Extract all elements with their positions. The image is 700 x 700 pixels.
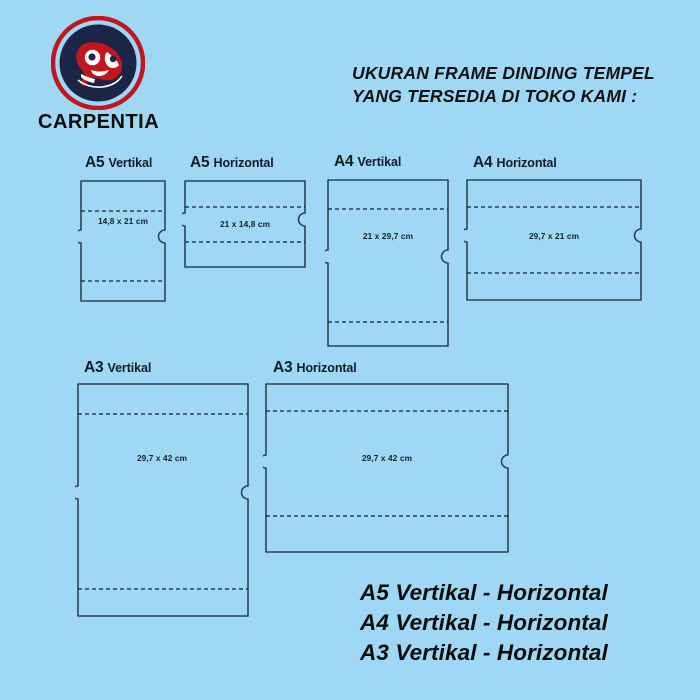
frame-outline-a3-vertikal <box>75 381 251 619</box>
figure-size-a4-vertikal: A4 <box>334 153 358 170</box>
available-sizes-list <box>360 578 660 668</box>
frame-outline-a3-horizontal <box>263 381 511 555</box>
figure-dimension-a5-horizontal: 21 x 14,8 cm <box>219 219 271 229</box>
brand-name: CARPENTIA <box>38 111 160 133</box>
figure-title-a4-vertikal <box>334 154 401 170</box>
figure-title-a5-vertikal <box>85 155 152 171</box>
figure-orientation-a3-horizontal: Horizontal <box>296 361 357 375</box>
figure-size-a5-horizontal: A5 <box>190 154 214 171</box>
figure-title-a5-horizontal <box>190 155 274 171</box>
figure-dimension-a3-horizontal: 29,7 x 42 cm <box>361 453 413 463</box>
figure-title-a4-horizontal <box>473 155 557 171</box>
figure-orientation-a5-horizontal: Horizontal <box>213 156 274 170</box>
headline <box>352 62 672 108</box>
figure-size-a5-vertikal: A5 <box>85 154 109 171</box>
available-size-line-a4: A4 Vertikal - Horizontal <box>360 610 608 636</box>
figure-title-a3-vertikal <box>84 360 151 376</box>
figure-size-a3-vertikal: A3 <box>84 359 108 376</box>
available-size-line-a5: A5 Vertikal - Horizontal <box>360 580 608 605</box>
figure-orientation-a3-vertikal: Vertikal <box>107 361 152 375</box>
figure-size-a3-horizontal: A3 <box>273 359 297 376</box>
carpentia-animal-head-logo-icon <box>51 16 145 110</box>
figure-orientation-a4-vertikal: Vertikal <box>357 155 402 169</box>
figure-title-a3-horizontal <box>273 360 357 376</box>
figure-dimension-a4-vertikal: 21 x 29,7 cm <box>362 231 414 241</box>
figure-dimension-a5-vertikal: 14,8 x 21 cm <box>97 216 149 226</box>
available-size-line-a3: A3 Vertikal - Horizontal <box>360 640 608 666</box>
figure-size-a4-horizontal: A4 <box>473 154 497 171</box>
figure-dimension-a3-vertikal: 29,7 x 42 cm <box>136 453 188 463</box>
brand-block <box>38 16 158 132</box>
headline-line-1: UKURAN FRAME DINDING TEMPEL <box>352 63 655 83</box>
headline-line-2: YANG TERSEDIA DI TOKO KAMI : <box>352 86 638 107</box>
figure-dimension-a4-horizontal: 29,7 x 21 cm <box>528 231 580 241</box>
frame-outline-a4-vertikal <box>325 177 451 349</box>
figure-orientation-a5-vertikal: Vertikal <box>108 156 153 170</box>
figure-orientation-a4-horizontal: Horizontal <box>496 156 557 170</box>
frame-outline-a5-vertikal <box>78 178 168 304</box>
